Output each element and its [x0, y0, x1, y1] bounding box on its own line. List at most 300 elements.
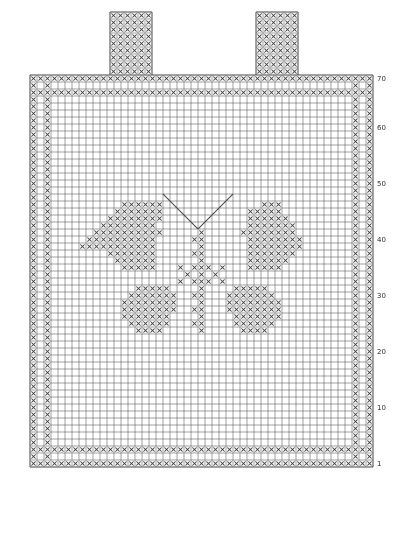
- x-stitch: [367, 419, 371, 423]
- x-stitch: [199, 237, 203, 241]
- row-number: 30: [377, 292, 386, 300]
- x-stitch: [257, 55, 261, 59]
- x-stitch: [108, 237, 112, 241]
- x-stitch: [283, 76, 287, 80]
- x-stitch: [283, 258, 287, 262]
- x-stitch: [346, 90, 350, 94]
- x-stitch: [146, 69, 150, 73]
- x-stitch: [262, 209, 266, 213]
- x-stitch: [278, 69, 282, 73]
- x-stitch: [31, 391, 35, 395]
- x-stitch: [125, 41, 129, 45]
- x-stitch: [80, 90, 84, 94]
- x-stitch: [276, 90, 280, 94]
- x-stitch: [285, 13, 289, 17]
- x-stitch: [45, 188, 49, 192]
- x-stitch: [292, 55, 296, 59]
- x-stitch: [367, 244, 371, 248]
- x-stitch: [45, 146, 49, 150]
- x-stitch: [353, 230, 357, 234]
- x-stitch: [297, 76, 301, 80]
- x-stitch: [353, 398, 357, 402]
- x-stitch: [255, 244, 259, 248]
- x-stitch: [101, 237, 105, 241]
- x-stitch: [262, 216, 266, 220]
- row-number: 60: [377, 124, 386, 132]
- x-stitch: [157, 300, 161, 304]
- x-stitch: [290, 244, 294, 248]
- x-stitch: [31, 461, 35, 465]
- x-stitch: [269, 307, 273, 311]
- x-stitch: [353, 195, 357, 199]
- x-stitch: [143, 314, 147, 318]
- x-stitch: [111, 62, 115, 66]
- x-stitch: [178, 265, 182, 269]
- x-stitch: [122, 237, 126, 241]
- x-stitch: [31, 328, 35, 332]
- x-stitch: [129, 447, 133, 451]
- x-stitch: [353, 405, 357, 409]
- x-stitch: [276, 307, 280, 311]
- x-stitch: [353, 391, 357, 395]
- x-stitch: [122, 300, 126, 304]
- x-stitch: [255, 300, 259, 304]
- x-stitch: [367, 153, 371, 157]
- x-stitch: [276, 447, 280, 451]
- x-stitch: [264, 34, 268, 38]
- x-stitch: [143, 265, 147, 269]
- x-stitch: [248, 258, 252, 262]
- x-stitch: [276, 209, 280, 213]
- x-stitch: [87, 237, 91, 241]
- x-stitch: [66, 76, 70, 80]
- x-stitch: [353, 307, 357, 311]
- x-stitch: [367, 195, 371, 199]
- x-stitch: [31, 342, 35, 346]
- x-stitch: [199, 461, 203, 465]
- x-stitch: [285, 69, 289, 73]
- x-stitch: [264, 41, 268, 45]
- x-stitch: [192, 265, 196, 269]
- x-stitch: [45, 174, 49, 178]
- x-stitch: [45, 370, 49, 374]
- x-stitch: [45, 349, 49, 353]
- x-stitch: [290, 461, 294, 465]
- x-stitch: [255, 265, 259, 269]
- x-stitch: [278, 55, 282, 59]
- x-stitch: [87, 76, 91, 80]
- x-stitch: [353, 419, 357, 423]
- x-stitch: [262, 265, 266, 269]
- x-stitch: [73, 461, 77, 465]
- x-stitch: [136, 314, 140, 318]
- x-stitch: [115, 258, 119, 262]
- x-stitch: [353, 160, 357, 164]
- x-stitch: [234, 307, 238, 311]
- x-stitch: [122, 202, 126, 206]
- x-stitch: [129, 307, 133, 311]
- x-stitch: [248, 237, 252, 241]
- x-stitch: [367, 454, 371, 458]
- x-stitch: [45, 251, 49, 255]
- x-stitch: [367, 461, 371, 465]
- x-stitch: [206, 447, 210, 451]
- x-stitch: [87, 244, 91, 248]
- x-stitch: [278, 20, 282, 24]
- x-stitch: [248, 223, 252, 227]
- x-stitch: [290, 447, 294, 451]
- x-stitch: [129, 237, 133, 241]
- x-stitch: [318, 90, 322, 94]
- x-stitch: [290, 251, 294, 255]
- x-stitch: [115, 461, 119, 465]
- x-stitch: [136, 244, 140, 248]
- x-stitch: [132, 20, 136, 24]
- x-stitch: [45, 293, 49, 297]
- x-stitch: [227, 307, 231, 311]
- x-stitch: [125, 69, 129, 73]
- x-stitch: [31, 160, 35, 164]
- x-stitch: [101, 230, 105, 234]
- x-stitch: [101, 223, 105, 227]
- x-stitch: [353, 447, 357, 451]
- x-stitch: [136, 293, 140, 297]
- row-number: 50: [377, 180, 386, 188]
- x-stitch: [73, 447, 77, 451]
- x-stitch: [262, 286, 266, 290]
- x-stitch: [80, 244, 84, 248]
- x-stitch: [108, 223, 112, 227]
- x-stitch: [276, 216, 280, 220]
- x-stitch: [271, 27, 275, 31]
- x-stitch: [31, 104, 35, 108]
- x-stitch: [264, 62, 268, 66]
- x-stitch: [45, 139, 49, 143]
- x-stitch: [290, 90, 294, 94]
- row-numbers: [377, 75, 386, 468]
- x-stitch: [45, 111, 49, 115]
- x-stitch: [367, 342, 371, 346]
- x-stitch: [150, 258, 154, 262]
- x-stitch: [122, 461, 126, 465]
- x-stitch: [132, 62, 136, 66]
- x-stitch: [353, 167, 357, 171]
- x-stitch: [192, 321, 196, 325]
- x-stitch: [164, 286, 168, 290]
- x-stitch: [73, 90, 77, 94]
- x-stitch: [262, 328, 266, 332]
- x-stitch: [59, 90, 63, 94]
- x-stitch: [45, 454, 49, 458]
- x-stitch: [262, 307, 266, 311]
- x-stitch: [283, 461, 287, 465]
- x-stitch: [143, 237, 147, 241]
- x-stitch: [157, 76, 161, 80]
- x-stitch: [143, 447, 147, 451]
- x-stitch: [45, 265, 49, 269]
- x-stitch: [139, 62, 143, 66]
- x-stitch: [297, 461, 301, 465]
- x-stitch: [171, 76, 175, 80]
- row-number: 10: [377, 404, 386, 412]
- x-stitch: [150, 223, 154, 227]
- x-stitch: [31, 237, 35, 241]
- x-stitch: [199, 230, 203, 234]
- x-stitch: [367, 76, 371, 80]
- x-stitch: [31, 153, 35, 157]
- x-stitch: [122, 76, 126, 80]
- x-stitch: [255, 314, 259, 318]
- x-stitch: [150, 293, 154, 297]
- x-stitch: [278, 27, 282, 31]
- x-stitch: [108, 461, 112, 465]
- x-stitch: [45, 223, 49, 227]
- x-stitch: [122, 223, 126, 227]
- x-stitch: [339, 461, 343, 465]
- x-stitch: [257, 48, 261, 52]
- x-stitch: [269, 216, 273, 220]
- x-stitch: [139, 20, 143, 24]
- x-stitch: [227, 461, 231, 465]
- x-stitch: [31, 314, 35, 318]
- x-stitch: [108, 216, 112, 220]
- x-stitch: [122, 258, 126, 262]
- x-stitch: [271, 69, 275, 73]
- x-stitch: [118, 27, 122, 31]
- x-stitch: [52, 76, 56, 80]
- x-stitch: [353, 153, 357, 157]
- x-stitch: [164, 321, 168, 325]
- x-stitch: [136, 202, 140, 206]
- x-stitch: [115, 447, 119, 451]
- x-stitch: [192, 279, 196, 283]
- x-stitch: [353, 216, 357, 220]
- x-stitch: [353, 342, 357, 346]
- x-stitch: [271, 41, 275, 45]
- x-stitch: [192, 76, 196, 80]
- x-stitch: [115, 237, 119, 241]
- x-stitch: [136, 328, 140, 332]
- x-stitch: [241, 447, 245, 451]
- x-stitch: [360, 447, 364, 451]
- x-stitch: [353, 461, 357, 465]
- x-stitch: [143, 293, 147, 297]
- x-stitch: [269, 314, 273, 318]
- x-stitch: [206, 90, 210, 94]
- x-stitch: [304, 447, 308, 451]
- x-stitch: [31, 202, 35, 206]
- x-stitch: [118, 69, 122, 73]
- x-stitch: [278, 34, 282, 38]
- x-stitch: [31, 132, 35, 136]
- x-stitch: [157, 202, 161, 206]
- x-stitch: [262, 237, 266, 241]
- x-stitch: [248, 209, 252, 213]
- x-stitch: [367, 391, 371, 395]
- x-stitch: [269, 223, 273, 227]
- x-stitch: [118, 48, 122, 52]
- x-stitch: [276, 223, 280, 227]
- x-stitch: [285, 62, 289, 66]
- x-stitch: [129, 202, 133, 206]
- x-stitch: [111, 20, 115, 24]
- x-stitch: [262, 447, 266, 451]
- x-stitch: [248, 293, 252, 297]
- x-stitch: [31, 433, 35, 437]
- x-stitch: [255, 461, 259, 465]
- x-stitch: [262, 244, 266, 248]
- x-stitch: [45, 377, 49, 381]
- x-stitch: [283, 223, 287, 227]
- x-stitch: [146, 62, 150, 66]
- x-stitch: [143, 258, 147, 262]
- x-stitch: [59, 76, 63, 80]
- x-stitch: [220, 76, 224, 80]
- x-stitch: [139, 55, 143, 59]
- x-stitch: [31, 384, 35, 388]
- x-stitch: [45, 426, 49, 430]
- x-stitch: [353, 300, 357, 304]
- x-stitch: [290, 76, 294, 80]
- x-stitch: [227, 76, 231, 80]
- x-stitch: [290, 230, 294, 234]
- x-stitch: [241, 300, 245, 304]
- x-stitch: [367, 209, 371, 213]
- x-stitch: [45, 286, 49, 290]
- x-stitch: [367, 237, 371, 241]
- x-stitch: [139, 27, 143, 31]
- x-stitch: [292, 48, 296, 52]
- x-stitch: [367, 90, 371, 94]
- x-stitch: [241, 293, 245, 297]
- x-stitch: [220, 265, 224, 269]
- x-stitch: [45, 153, 49, 157]
- x-stitch: [353, 111, 357, 115]
- x-stitch: [31, 405, 35, 409]
- x-stitch: [31, 111, 35, 115]
- x-stitch: [129, 265, 133, 269]
- x-stitch: [241, 321, 245, 325]
- x-stitch: [367, 335, 371, 339]
- x-stitch: [31, 412, 35, 416]
- x-stitch: [80, 447, 84, 451]
- x-stitch: [164, 314, 168, 318]
- x-stitch: [59, 461, 63, 465]
- x-stitch: [271, 34, 275, 38]
- x-stitch: [353, 76, 357, 80]
- x-stitch: [255, 76, 259, 80]
- x-stitch: [31, 216, 35, 220]
- x-stitch: [164, 90, 168, 94]
- x-stitch: [45, 258, 49, 262]
- x-stitch: [285, 48, 289, 52]
- x-stitch: [94, 447, 98, 451]
- x-stitch: [367, 160, 371, 164]
- x-stitch: [108, 251, 112, 255]
- x-stitch: [31, 293, 35, 297]
- x-stitch: [31, 265, 35, 269]
- x-stitch: [346, 461, 350, 465]
- x-stitch: [136, 461, 140, 465]
- right-strap-grid: [256, 12, 298, 75]
- x-stitch: [283, 216, 287, 220]
- x-stitch: [276, 314, 280, 318]
- x-stitch: [150, 244, 154, 248]
- x-stitch: [139, 13, 143, 17]
- x-stitch: [367, 405, 371, 409]
- x-stitch: [206, 76, 210, 80]
- x-stitch: [52, 447, 56, 451]
- x-stitch: [276, 202, 280, 206]
- x-stitch: [278, 48, 282, 52]
- x-stitch: [199, 293, 203, 297]
- x-stitch: [271, 48, 275, 52]
- x-stitch: [367, 125, 371, 129]
- x-stitch: [45, 433, 49, 437]
- x-stitch: [311, 90, 315, 94]
- x-stitch: [353, 202, 357, 206]
- x-stitch: [31, 279, 35, 283]
- x-stitch: [206, 279, 210, 283]
- x-stitch: [353, 321, 357, 325]
- x-stitch: [111, 48, 115, 52]
- x-stitch: [157, 314, 161, 318]
- x-stitch: [367, 272, 371, 276]
- x-stitch: [311, 447, 315, 451]
- x-stitch: [171, 90, 175, 94]
- x-stitch: [199, 272, 203, 276]
- x-stitch: [111, 13, 115, 17]
- x-stitch: [150, 209, 154, 213]
- x-stitch: [150, 461, 154, 465]
- x-stitch: [157, 461, 161, 465]
- x-stitch: [353, 83, 357, 87]
- x-stitch: [269, 447, 273, 451]
- x-stitch: [367, 132, 371, 136]
- x-stitch: [234, 76, 238, 80]
- x-stitch: [285, 27, 289, 31]
- x-stitch: [367, 447, 371, 451]
- x-stitch: [129, 293, 133, 297]
- x-stitch: [157, 328, 161, 332]
- x-stitch: [234, 447, 238, 451]
- x-stitch: [276, 237, 280, 241]
- x-stitch: [269, 244, 273, 248]
- x-stitch: [353, 412, 357, 416]
- x-stitch: [353, 363, 357, 367]
- x-stitch: [292, 27, 296, 31]
- x-stitch: [31, 251, 35, 255]
- x-stitch: [31, 209, 35, 213]
- x-stitch: [192, 90, 196, 94]
- x-stitch: [45, 342, 49, 346]
- x-stitch: [31, 76, 35, 80]
- x-stitch: [262, 300, 266, 304]
- x-stitch: [255, 251, 259, 255]
- x-stitch: [264, 55, 268, 59]
- x-stitch: [31, 223, 35, 227]
- x-stitch: [264, 13, 268, 17]
- x-stitch: [143, 202, 147, 206]
- x-stitch: [264, 20, 268, 24]
- x-stitch: [276, 258, 280, 262]
- x-stitch: [318, 461, 322, 465]
- x-stitch: [192, 237, 196, 241]
- x-stitch: [129, 76, 133, 80]
- x-stitch: [94, 76, 98, 80]
- x-stitch: [234, 286, 238, 290]
- x-stitch: [157, 216, 161, 220]
